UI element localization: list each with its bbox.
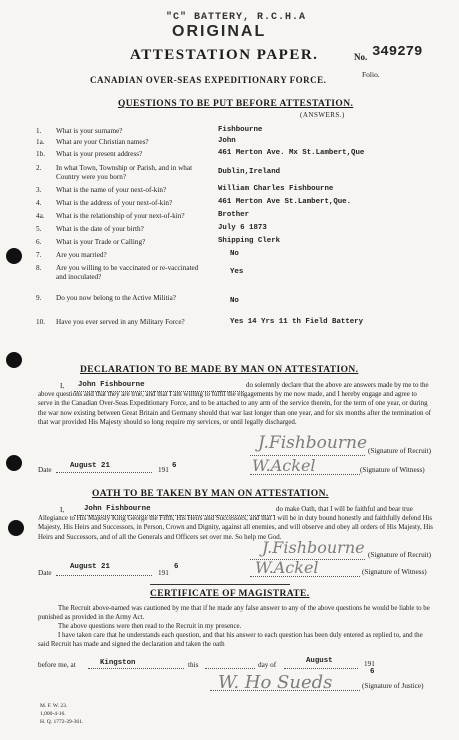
- original-stamp: ORIGINAL: [172, 23, 267, 40]
- answer-value: Yes 14 Yrs 11 th Field Battery: [230, 318, 364, 326]
- magistrate-year-prefix: 191: [364, 660, 375, 668]
- witness-signature: W.Ackel: [252, 456, 316, 475]
- divider: [150, 584, 290, 585]
- answer-value: 461 Merton Ave St.Lambert,Que.: [218, 198, 352, 206]
- certificate-para-3: I have taken care that he understands each question, and that his answer to each question has been duly entered as replied to, and the said Recruit has made and signed the declaration and taken the oath: [38, 632, 423, 649]
- oath-year-prefix: 191: [158, 569, 169, 577]
- this-label: this: [188, 661, 199, 669]
- oath-heading: OATH TO BE TAKEN BY MAN ON ATTESTATION.: [92, 489, 329, 499]
- witness-line: [250, 474, 360, 475]
- declaration-heading: DECLARATION TO BE MADE BY MAN ON ATTESTATION.: [80, 365, 359, 375]
- date-line: [56, 472, 152, 473]
- witness-signature-label: (Signature of Witness): [360, 466, 425, 474]
- recruit-signature-label: (Signature of Recruit): [368, 447, 432, 455]
- certificate-para-2: The above questions were then read to the Recruit in my presence.: [58, 623, 242, 630]
- question-text: What is your present address?: [56, 150, 143, 158]
- question-text: Have you ever served in any Military Force?: [56, 318, 185, 326]
- answer-value: No: [230, 297, 239, 305]
- magistrate-month: August: [306, 657, 333, 665]
- folio-label: Folio.: [362, 70, 380, 79]
- question-text: Are you married?: [56, 251, 107, 259]
- question-text: What are your Christian names?: [56, 138, 149, 146]
- certificate-heading: CERTIFICATE OF MAGISTRATE.: [150, 589, 310, 599]
- oath-witness-label: (Signature of Witness): [362, 568, 427, 576]
- declaration-year: 6: [172, 462, 177, 470]
- declaration-year-prefix: 191: [158, 466, 169, 474]
- certificate-para-1: The Recruit above-named was cautioned by me that if he made any false answer to any of the above questions he would be liable to be punished as provided in the Army Act.: [38, 605, 430, 622]
- question-number: 5.: [36, 225, 42, 233]
- question-text: What is the relationship of your next-of-kin?: [56, 212, 185, 220]
- date-line: [56, 575, 152, 576]
- oath-recruit-label: (Signature of Recruit): [368, 551, 432, 559]
- question-number: 6.: [36, 238, 42, 246]
- oath-date: August 21: [70, 563, 110, 571]
- question-text: In what Town, Township or Parish, and in what Country were you born?: [56, 164, 193, 181]
- question-number: 4a.: [36, 212, 45, 220]
- declaration-prefix: I,: [60, 382, 65, 390]
- footer-form-code: M. F. W. 23.: [40, 703, 68, 709]
- question-number: 3.: [36, 186, 42, 194]
- declaration-text: do solemnly declare that the above are answers made by me to the above questions and that they are true, and that I am willing to fulfil the engagements by me now made, and I hereby engage and agree to serve in the Canadian Over-Seas Expeditionary Force, and to be attached to any arm of the service therein, for the term of one year, or during the war now existing between Great Britain and Germany should that war last longer than one year, and for six months after the termination of that war provided His Majesty should so long require my services, or until legally discharged.: [38, 382, 431, 426]
- question-number: 2.: [36, 164, 42, 172]
- number-label: No.: [354, 52, 368, 62]
- magistrate-year: 6: [370, 668, 375, 676]
- answer-value: Fishbourne: [218, 126, 263, 134]
- page-title: ATTESTATION PAPER.: [130, 47, 319, 63]
- question-number: 8.: [36, 264, 42, 272]
- oath-year: 6: [174, 563, 179, 571]
- question-text: What is the date of your birth?: [56, 225, 144, 233]
- recruit-signature: J.Fishbourne: [258, 433, 368, 453]
- answer-value: Yes: [230, 268, 244, 276]
- questions-heading: QUESTIONS TO BE PUT BEFORE ATTESTATION.: [118, 99, 354, 109]
- question-text: What is the name of your next-of-kin?: [56, 186, 167, 194]
- oath-name: John Fishbourne: [84, 505, 151, 513]
- place-line: [88, 668, 184, 669]
- oath-text: do make Oath, that I will be faithful and bear true Allegiance to His Majesty King George the Fifth, His Heirs and Successors, and that I will be in duty bound honestly and faithfully defend His Majesty, His Heirs and Successors, in Person, Crown and Dignity, against all enemies, and will observe and obey all orders of His Majesty, His Heirs and Successors, and of all the Generals and Officers set over me. So help me God.: [38, 506, 433, 541]
- binder-hole: [6, 352, 22, 368]
- answer-value: Shipping Clerk: [218, 237, 281, 245]
- question-text: What is your Trade or Calling?: [56, 238, 146, 246]
- question-number: 7.: [36, 251, 42, 259]
- answer-value: No: [230, 250, 239, 258]
- answer-value: John: [218, 137, 236, 145]
- declaration-name: John Fishbourne: [78, 381, 145, 389]
- question-text: What is your surname?: [56, 127, 123, 135]
- declaration-date-label: Date: [38, 466, 52, 474]
- binder-hole: [6, 455, 22, 471]
- footer-print-run: 1,000-4-16.: [40, 711, 66, 717]
- witness-line: [250, 576, 360, 577]
- signature-line: [210, 690, 360, 691]
- footer-file-ref: H. Q. 1772-39-361.: [40, 719, 84, 725]
- magistrate-place: Kingston: [100, 659, 136, 667]
- justice-signature: W. Ho Sueds: [218, 672, 333, 693]
- oath-prefix: I,: [60, 506, 65, 514]
- recruit-signature: J.Fishbourne: [262, 538, 365, 557]
- binder-hole: [8, 520, 24, 536]
- question-number: 9.: [36, 294, 42, 302]
- before-label: before me, at: [38, 661, 76, 669]
- question-number: 1b.: [36, 150, 45, 158]
- justice-signature-label: (Signature of Justice): [362, 682, 424, 690]
- binder-hole: [6, 248, 22, 264]
- answer-value: Dublin,Ireland: [218, 168, 281, 176]
- question-number: 1.: [36, 127, 42, 135]
- witness-signature: W.Ackel: [255, 558, 319, 577]
- answer-value: Brother: [218, 211, 250, 219]
- month-line: [284, 668, 358, 669]
- question-number: 4.: [36, 199, 42, 207]
- question-number: 1a.: [36, 138, 45, 146]
- answer-value: July 6 1873: [218, 224, 267, 232]
- battery-stamp: "C" BATTERY, R.C.H.A: [166, 12, 307, 23]
- declaration-date: August 21: [70, 462, 110, 470]
- answer-value: 461 Merton Ave. Mx St.Lambert,Que: [218, 149, 365, 157]
- form-subtitle: CANADIAN OVER-SEAS EXPEDITIONARY FORCE.: [90, 75, 327, 85]
- question-text: Do you now belong to the Active Militia?: [56, 294, 176, 302]
- regimental-number: 349279: [372, 44, 423, 60]
- oath-date-label: Date: [38, 569, 52, 577]
- answers-label: (ANSWERS.): [300, 111, 345, 119]
- question-text: What is the address of your next-of-kin?: [56, 199, 173, 207]
- day-line: [205, 668, 255, 669]
- question-number: 10.: [36, 318, 45, 326]
- answer-value: William Charles Fishbourne: [218, 185, 334, 193]
- question-text: Are you willing to be vaccinated or re-vaccinated and inoculated?: [56, 264, 199, 281]
- day-of-label: day of: [258, 661, 277, 669]
